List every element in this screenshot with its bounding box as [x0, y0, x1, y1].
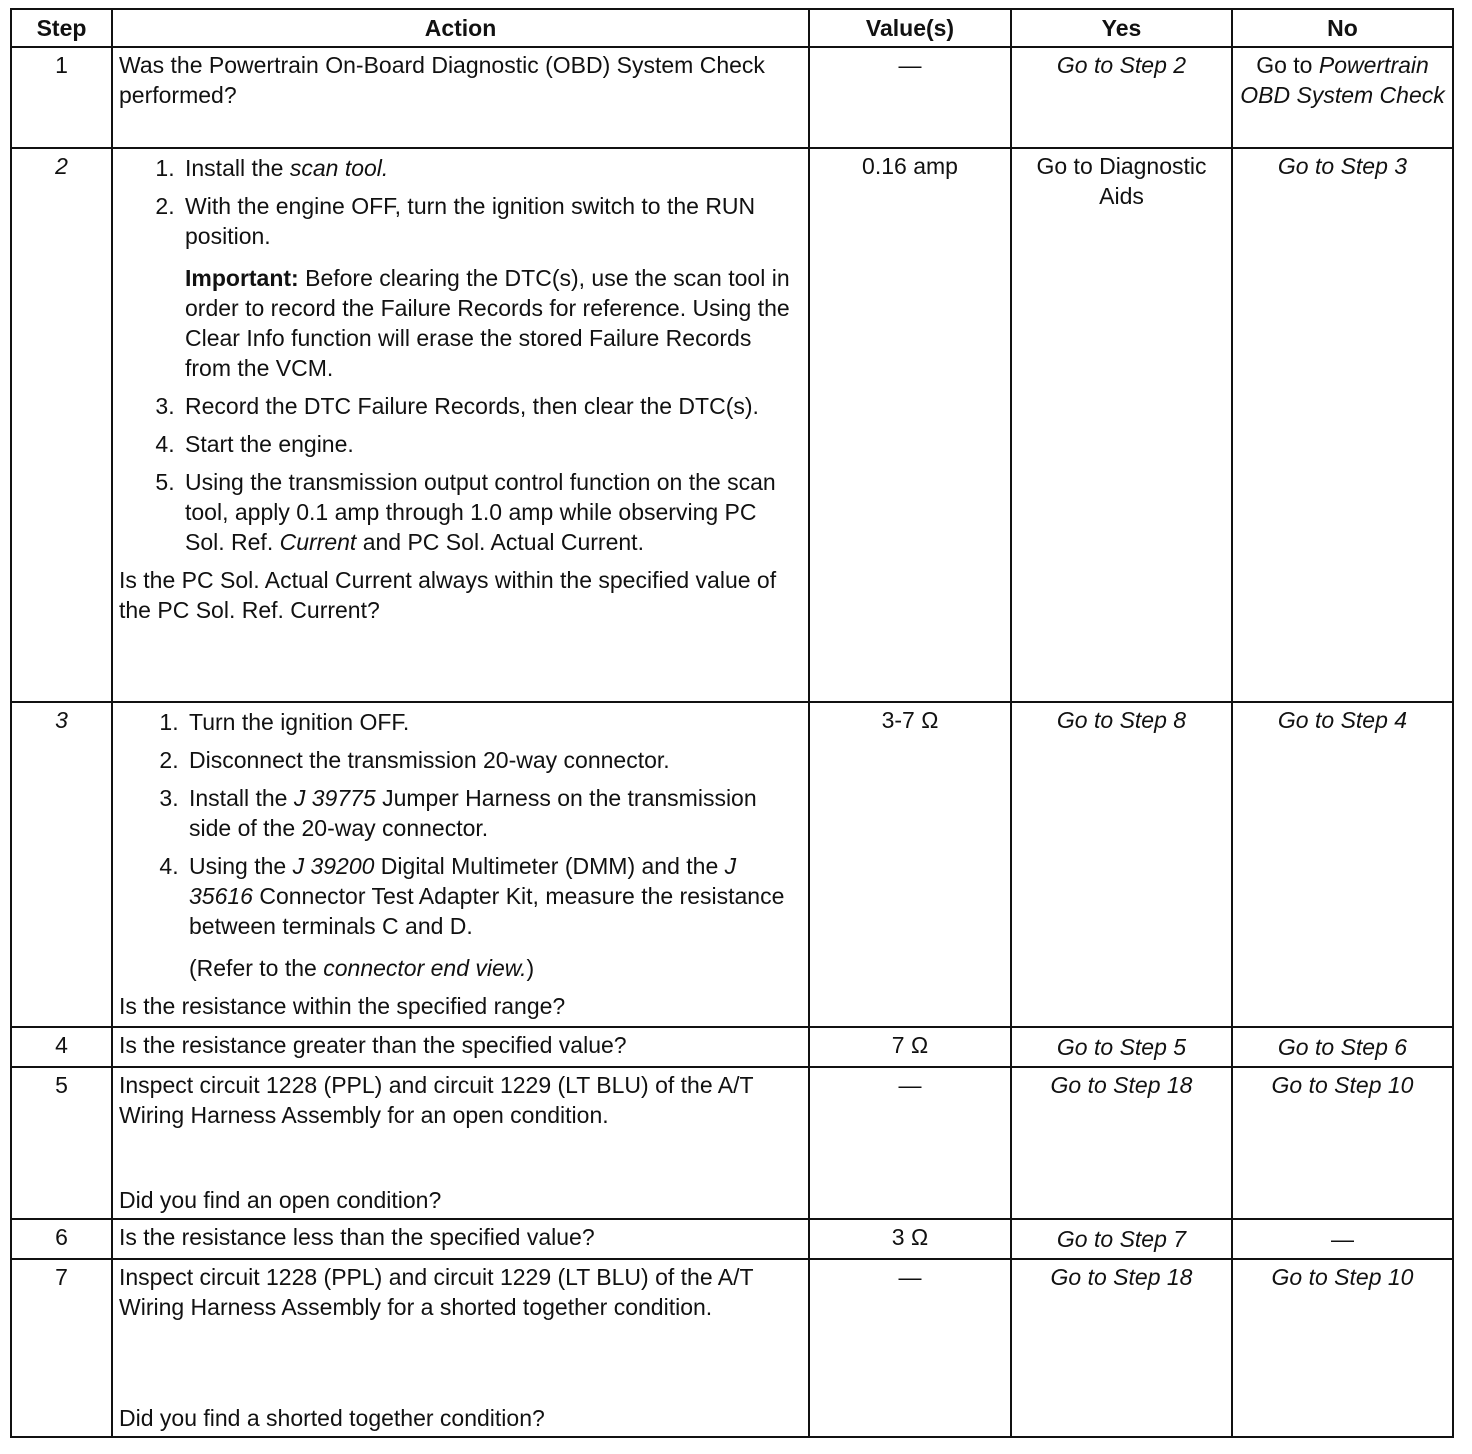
- step-number: 4: [11, 1027, 112, 1067]
- question-text: Did you find an open condition?: [119, 1187, 442, 1213]
- value-cell: —: [809, 47, 1011, 148]
- no-cell: Go to Step 10: [1232, 1259, 1453, 1437]
- substep-3: [185, 783, 802, 843]
- no-cell: —: [1232, 1219, 1453, 1259]
- header-yes: Yes: [1011, 9, 1232, 47]
- yes-cell: Go to Step 18: [1011, 1259, 1232, 1437]
- value-cell: 0.16 amp: [809, 148, 1011, 702]
- substep-text: Disconnect the transmission 20-way connector.: [189, 747, 670, 773]
- action-cell: [112, 148, 809, 702]
- table-row-step-5: [11, 1067, 1453, 1219]
- substep-4: [181, 429, 802, 459]
- value-cell: 3 Ω: [809, 1219, 1011, 1259]
- action-text: Inspect circuit 1228 (PPL) and circuit 1229 (LT BLU) of the A/T Wiring Harness Assembly for an open condition.: [119, 1072, 754, 1128]
- action-text: Inspect circuit 1228 (PPL) and circuit 1229 (LT BLU) of the A/T Wiring Harness Assembly for a shorted together condition.: [119, 1264, 754, 1320]
- yes-cell: Go to Diagnostic Aids: [1011, 148, 1232, 702]
- substep-text: Start the engine.: [185, 431, 354, 457]
- tool-number-2: J 35616: [189, 853, 737, 909]
- diagnostic-document: [10, 8, 1452, 1438]
- step-number: 6: [11, 1219, 112, 1259]
- no-cell: Go to Step 6: [1232, 1027, 1453, 1067]
- action-text: Was the Powertrain On-Board Diagnostic (OBD) System Check performed?: [119, 52, 765, 108]
- table-header-row: [11, 9, 1453, 47]
- ref-link-text: connector end view.: [323, 955, 527, 981]
- step-number: 1: [11, 47, 112, 148]
- no-cell: [1232, 47, 1453, 148]
- step-number: 2: [11, 148, 112, 702]
- substep-2: [185, 745, 802, 775]
- tool-name: scan tool.: [289, 155, 389, 181]
- header-no: No: [1232, 9, 1453, 47]
- table-row-step-2: [11, 148, 1453, 702]
- table-row-step-1: [11, 47, 1453, 148]
- substep-4: [185, 851, 802, 983]
- substep-text-mid: Digital Multimeter (DMM) and the: [374, 853, 725, 879]
- substep-text-end: Connector Test Adapter Kit, measure the resistance between terminals C and D.: [189, 883, 785, 939]
- no-cell: Go to Step 4: [1232, 702, 1453, 1027]
- question-text: Is the resistance within the specified range?: [119, 993, 566, 1019]
- value-cell: 3-7 Ω: [809, 702, 1011, 1027]
- value-cell: —: [809, 1067, 1011, 1219]
- action-cell: [112, 702, 809, 1027]
- action-cell: Is the resistance greater than the specified value?: [112, 1027, 809, 1067]
- substep-text: Using the: [189, 853, 293, 879]
- substep-5: [181, 467, 802, 557]
- question-text: Is the PC Sol. Actual Current always within the specified value of the PC Sol. Ref. Current?: [119, 567, 777, 623]
- yes-cell: Go to Step 7: [1011, 1219, 1232, 1259]
- substep-text: With the engine OFF, turn the ignition switch to the RUN position.: [185, 193, 756, 249]
- substep-1: [181, 153, 802, 183]
- ref-text: (Refer to the: [189, 955, 324, 981]
- table-row-step-7: [11, 1259, 1453, 1437]
- substep-text-end: Jumper Harness on the transmission side of the 20-way connector.: [189, 785, 757, 841]
- action-cell: [112, 1259, 809, 1437]
- table-row-step-4: [11, 1027, 1453, 1067]
- ref-close: ): [526, 955, 535, 981]
- header-values: Value(s): [809, 9, 1011, 47]
- substep-text: Install the: [189, 785, 294, 811]
- table-row-step-6: [11, 1219, 1453, 1259]
- action-cell: Is the resistance less than the specified value?: [112, 1219, 809, 1259]
- value-cell: —: [809, 1259, 1011, 1437]
- table-row-step-3: [11, 702, 1453, 1027]
- substep-text: Install the: [185, 155, 290, 181]
- no-cell: Go to Step 3: [1232, 148, 1453, 702]
- substep-text: Turn the ignition OFF.: [189, 709, 410, 735]
- yes-cell: Go to Step 2: [1011, 47, 1232, 148]
- no-link-text: Powertrain OBD System Check: [1240, 52, 1445, 108]
- no-cell: Go to Step 10: [1232, 1067, 1453, 1219]
- substep-text: Using the transmission output control function on the scan tool, apply 0.1 amp through 1.0 amp while observing PC Sol. Ref.: [185, 469, 776, 555]
- reference-note: [189, 953, 802, 983]
- diagnostic-table: [10, 8, 1454, 1438]
- substep-text: Record the DTC Failure Records, then clear the DTC(s).: [185, 393, 759, 419]
- action-substeps: [119, 153, 802, 557]
- step-number: 7: [11, 1259, 112, 1437]
- yes-cell: Go to Step 5: [1011, 1027, 1232, 1067]
- yes-cell: Go to Step 18: [1011, 1067, 1232, 1219]
- important-text: Before clearing the DTC(s), use the scan tool in order to record the Failure Records for reference. Using the Clear Info function will erase the stored Failure Records from the VCM.: [185, 265, 790, 381]
- important-note: [185, 263, 802, 383]
- substep-3: [181, 391, 802, 421]
- action-cell: [112, 47, 809, 148]
- substep-1: [185, 707, 802, 737]
- tool-number: J 39775: [293, 785, 376, 811]
- no-prefix: Go to: [1256, 52, 1313, 78]
- substep-2: [181, 191, 802, 383]
- step-number: 5: [11, 1067, 112, 1219]
- substep-text-end: and PC Sol. Actual Current.: [356, 529, 644, 555]
- header-action: Action: [112, 9, 809, 47]
- question-text: Did you find a shorted together condition?: [119, 1405, 545, 1431]
- step-number: 3: [11, 702, 112, 1027]
- value-cell: 7 Ω: [809, 1027, 1011, 1067]
- action-cell: [112, 1067, 809, 1219]
- header-step: Step: [11, 9, 112, 47]
- substep-emphasis: Current: [279, 529, 357, 555]
- yes-cell: Go to Step 8: [1011, 702, 1232, 1027]
- tool-number: J 39200: [292, 853, 375, 879]
- important-label: Important:: [185, 265, 299, 291]
- action-substeps: [119, 707, 802, 983]
